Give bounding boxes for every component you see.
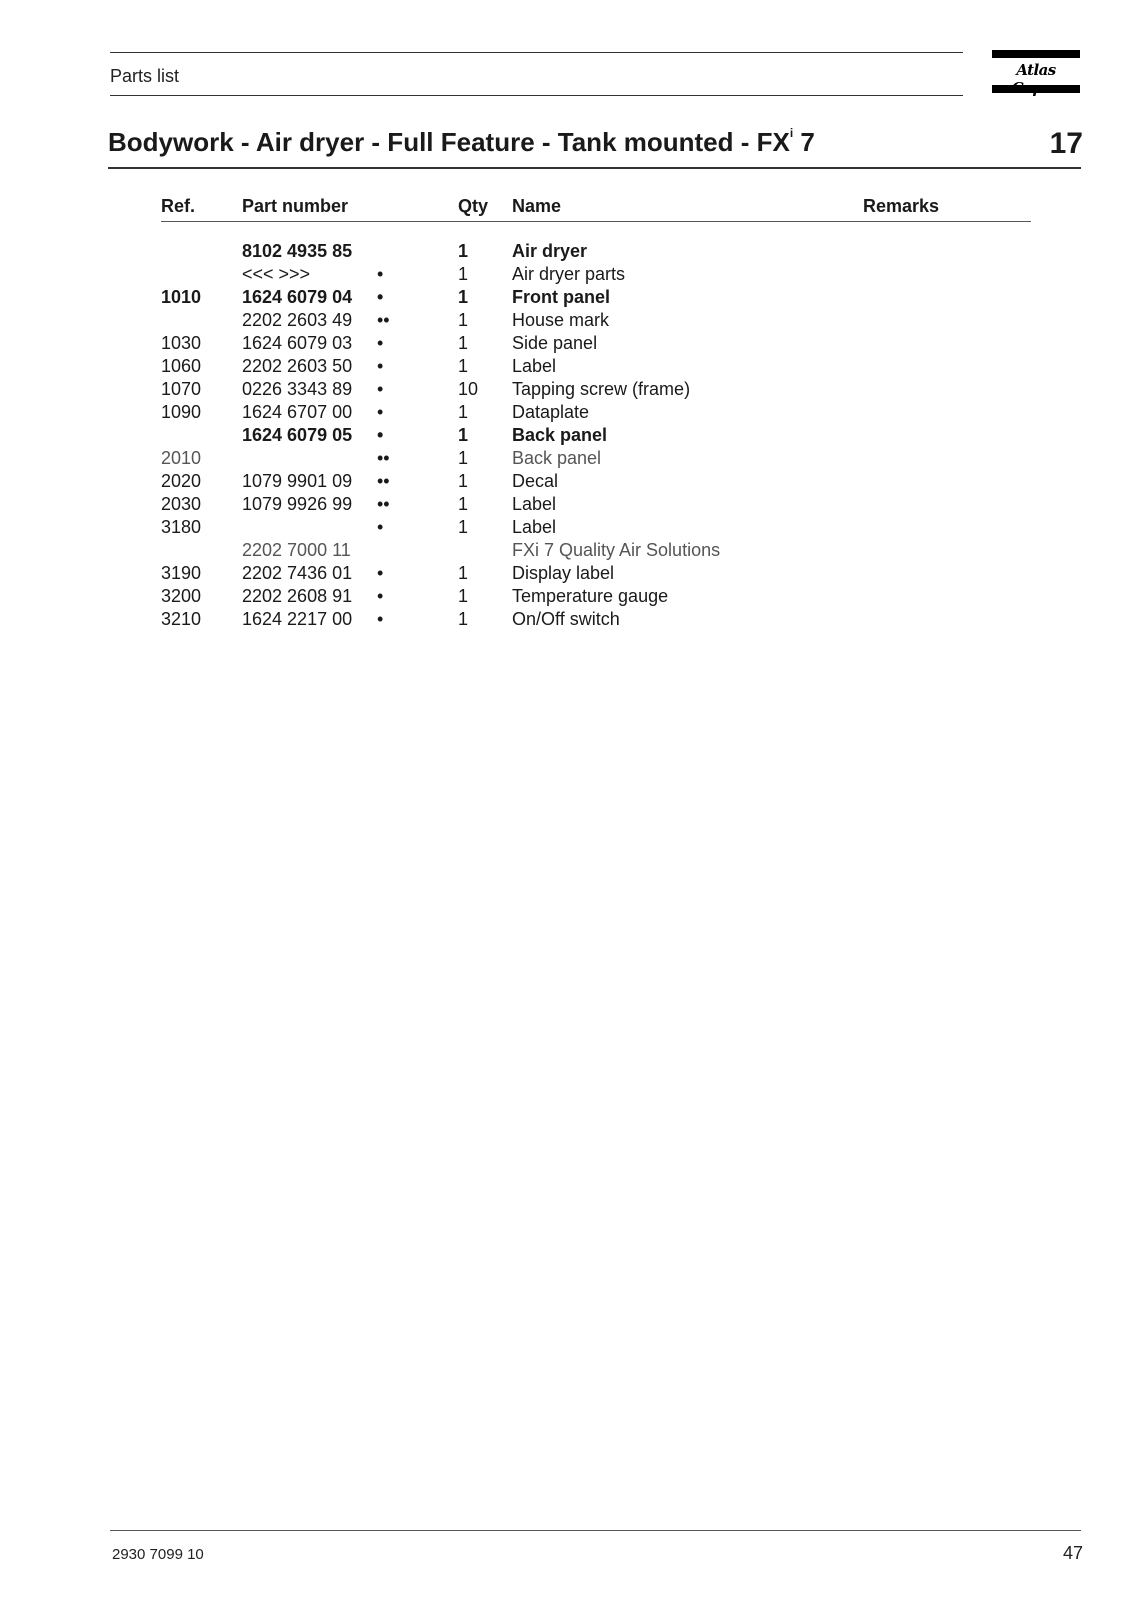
row-qty: 1	[458, 241, 469, 261]
table-row	[0, 540, 1131, 563]
row-level-marker: •	[377, 356, 384, 376]
row-part-number: 1624 6079 04	[242, 287, 353, 307]
row-name: Temperature gauge	[512, 586, 669, 606]
row-ref: 3210	[161, 609, 202, 629]
row-level-marker: •	[377, 609, 384, 629]
row-name: Air dryer parts	[512, 264, 626, 284]
row-qty: 1	[458, 356, 469, 376]
header-rule-top	[110, 52, 963, 53]
row-part-number: 2202 7436 01	[242, 563, 353, 583]
row-ref: 3180	[161, 517, 202, 537]
row-level-marker: •	[377, 402, 384, 422]
row-name: House mark	[512, 310, 610, 330]
row-part-number: 8102 4935 85	[242, 241, 353, 261]
row-name: Back panel	[512, 425, 608, 445]
table-row	[0, 241, 1131, 264]
table-row	[0, 471, 1131, 494]
section-number: 17	[1049, 127, 1083, 160]
row-qty: 1	[458, 586, 469, 606]
logo-wordmark: Atlas	[1016, 61, 1056, 79]
row-qty: 1	[458, 402, 469, 422]
column-header-qty: Qty	[458, 196, 489, 216]
row-level-marker: •	[377, 517, 384, 537]
row-ref: 1030	[161, 333, 202, 353]
row-name: Air dryer	[512, 241, 588, 261]
table-row	[0, 356, 1131, 379]
row-name: Dataplate	[512, 402, 590, 422]
row-ref: 2010	[161, 448, 202, 468]
row-qty: 1	[458, 425, 469, 445]
column-header-name: Name	[512, 196, 562, 216]
table-row	[0, 517, 1131, 540]
row-level-marker: •	[377, 379, 384, 399]
table-row	[0, 448, 1131, 471]
page-title-text: Bodywork - Air dryer - Full Feature - Tank mounted - FX	[108, 127, 790, 157]
document-number: 2930 7099 10	[112, 1546, 204, 1563]
column-header-rule	[161, 221, 1031, 222]
row-part-number: 2202 2603 49	[242, 310, 353, 330]
row-qty: 1	[458, 471, 469, 491]
table-row	[0, 563, 1131, 586]
column-header-part-number: Part number	[242, 196, 349, 216]
row-ref: 2020	[161, 471, 202, 491]
row-level-marker: •	[377, 586, 384, 606]
row-part-number: 1624 2217 00	[242, 609, 353, 629]
row-name: Display label	[512, 563, 615, 583]
header-rule-bottom	[110, 95, 963, 96]
atlas-copco-logo	[992, 50, 1080, 94]
table-row	[0, 264, 1131, 287]
page-title-suffix: 7	[793, 127, 815, 157]
page-number: 47	[1062, 1543, 1083, 1563]
row-ref: 1070	[161, 379, 202, 399]
row-level-marker: •	[377, 287, 384, 307]
table-row	[0, 586, 1131, 609]
table-row	[0, 379, 1131, 402]
row-name: FXi 7 Quality Air Solutions	[512, 540, 721, 560]
parts-table	[0, 241, 1131, 632]
row-part-number: 0226 3343 89	[242, 379, 353, 399]
row-qty: 1	[458, 494, 469, 514]
row-name: Label	[512, 356, 557, 376]
table-row	[0, 425, 1131, 448]
row-level-marker: •	[377, 264, 384, 284]
row-name: Decal	[512, 471, 559, 491]
row-part-number: 2202 7000 11	[242, 540, 351, 560]
logo-bar-bottom	[992, 85, 1080, 93]
row-level-marker: ••	[377, 310, 390, 330]
table-row	[0, 287, 1131, 310]
row-part-number: 1624 6707 00	[242, 402, 353, 422]
logo-bar-top	[992, 50, 1080, 58]
row-qty: 1	[458, 333, 469, 353]
row-name: Back panel	[512, 448, 602, 468]
row-level-marker: ••	[377, 471, 390, 491]
table-row	[0, 402, 1131, 425]
row-name: On/Off switch	[512, 609, 620, 629]
row-part-number: 1624 6079 05	[242, 425, 353, 445]
section-label: Parts list	[110, 66, 180, 86]
row-qty: 10	[458, 379, 479, 399]
page-title-superscript: i	[789, 126, 794, 141]
row-name: Side panel	[512, 333, 598, 353]
row-qty: 1	[458, 310, 469, 330]
row-level-marker: ••	[377, 494, 390, 514]
row-level-marker: •	[377, 333, 384, 353]
table-row	[0, 609, 1131, 632]
footer-rule	[110, 1530, 1081, 1531]
row-level-marker: ••	[377, 448, 390, 468]
row-qty: 1	[458, 264, 469, 284]
table-row	[0, 310, 1131, 333]
row-ref: 3200	[161, 586, 202, 606]
column-header-remarks: Remarks	[863, 196, 940, 216]
row-ref: 3190	[161, 563, 202, 583]
row-part-number: <<< >>>	[242, 264, 311, 284]
row-name: Label	[512, 517, 557, 537]
row-name: Front panel	[512, 287, 610, 307]
row-name: Tapping screw (frame)	[512, 379, 691, 399]
row-part-number: 2202 2608 91	[242, 586, 353, 606]
row-ref: 1090	[161, 402, 202, 422]
row-ref: 1010	[161, 287, 202, 307]
row-part-number: 1079 9901 09	[242, 471, 353, 491]
title-rule	[108, 167, 1081, 169]
row-level-marker: •	[377, 425, 384, 445]
row-part-number: 1079 9926 99	[242, 494, 353, 514]
row-qty: 1	[458, 563, 469, 583]
row-ref: 1060	[161, 356, 202, 376]
row-part-number: 2202 2603 50	[242, 356, 353, 376]
row-level-marker: •	[377, 563, 384, 583]
column-header-ref: Ref.	[161, 196, 196, 216]
page-title	[108, 127, 815, 158]
row-qty: 1	[458, 448, 469, 468]
row-ref: 2030	[161, 494, 202, 514]
row-part-number: 1624 6079 03	[242, 333, 353, 353]
row-name: Label	[512, 494, 557, 514]
row-qty: 1	[458, 609, 469, 629]
row-qty: 1	[458, 287, 469, 307]
table-row	[0, 333, 1131, 356]
table-row	[0, 494, 1131, 517]
row-qty: 1	[458, 517, 469, 537]
